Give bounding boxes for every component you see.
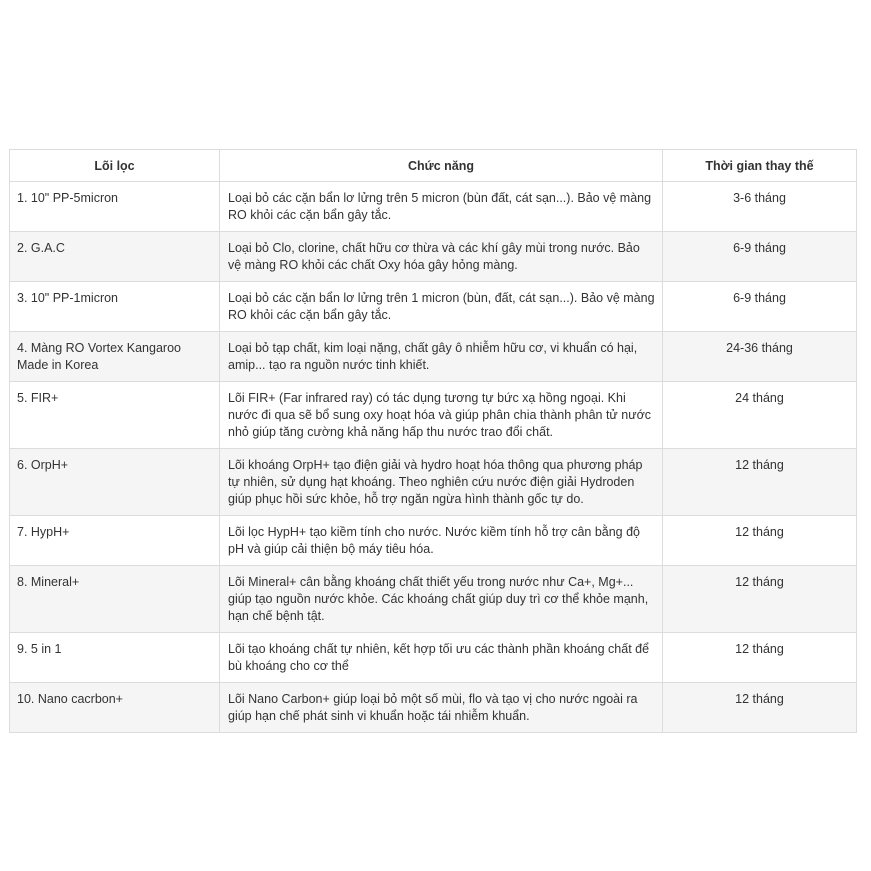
header-replace-time: Thời gian thay thế (663, 150, 857, 182)
filter-name-cell: 9. 5 in 1 (10, 633, 220, 683)
filter-function-cell: Lõi lọc HypH+ tạo kiềm tính cho nước. Nước kiềm tính hỗ trợ cân bằng độ pH và giúp cải thiện bộ máy tiêu hóa. (220, 516, 663, 566)
filter-function-cell: Lõi FIR+ (Far infrared ray) có tác dụng tương tự bức xạ hồng ngoại. Khi nước đi qua sẽ bổ sung oxy hoạt hóa và giúp phân chia thành phân tử nước nhỏ giúp tăng cường khả năng hấp thu nước trao đổi chất. (220, 382, 663, 449)
replace-time-cell: 6-9 tháng (663, 232, 857, 282)
filter-name-cell: 2. G.A.C (10, 232, 220, 282)
replace-time-cell: 6-9 tháng (663, 282, 857, 332)
table-row (10, 683, 857, 733)
replace-time-cell: 12 tháng (663, 516, 857, 566)
table-row (10, 449, 857, 516)
replace-time-cell: 24-36 tháng (663, 332, 857, 382)
replace-time-cell: 12 tháng (663, 449, 857, 516)
filter-name-cell: 3. 10" PP-1micron (10, 282, 220, 332)
table-row (10, 232, 857, 282)
table-row (10, 182, 857, 232)
table-body (10, 182, 857, 733)
filter-function-cell: Lõi Mineral+ cân bằng khoáng chất thiết yếu trong nước như Ca+, Mg+... giúp tạo nguồn nước khỏe. Các khoáng chất giúp duy trì cơ thể khỏe mạnh, hạn chế bệnh tật. (220, 566, 663, 633)
filter-name-cell: 1. 10" PP-5micron (10, 182, 220, 232)
filter-name-cell: 7. HypH+ (10, 516, 220, 566)
replace-time-cell: 12 tháng (663, 566, 857, 633)
filter-function-cell: Loại bỏ các cặn bẩn lơ lửng trên 1 micron (bùn, đất, cát sạn...). Bảo vệ màng RO khỏi các cặn bẩn gây tắc. (220, 282, 663, 332)
header-filter-core: Lõi lọc (10, 150, 220, 182)
table-row (10, 566, 857, 633)
replace-time-cell: 12 tháng (663, 683, 857, 733)
replace-time-cell: 12 tháng (663, 633, 857, 683)
table-header (10, 150, 857, 182)
table-row (10, 382, 857, 449)
filter-name-cell: 5. FIR+ (10, 382, 220, 449)
filter-function-cell: Loại bỏ Clo, clorine, chất hữu cơ thừa và các khí gây mùi trong nước. Bảo vệ màng RO khỏi các chất Oxy hóa gây hỏng màng. (220, 232, 663, 282)
replace-time-cell: 24 tháng (663, 382, 857, 449)
table-row (10, 332, 857, 382)
replace-time-cell: 3-6 tháng (663, 182, 857, 232)
filter-function-cell: Lõi Nano Carbon+ giúp loại bỏ một số mùi, flo và tạo vị cho nước ngoài ra giúp hạn chế phát sinh vi khuẩn hoặc tái nhiễm khuẩn. (220, 683, 663, 733)
filter-name-cell: 6. OrpH+ (10, 449, 220, 516)
filter-spec-table (9, 149, 857, 733)
header-row (10, 150, 857, 182)
filter-name-cell: 8. Mineral+ (10, 566, 220, 633)
filter-function-cell: Loại bỏ tạp chất, kim loại nặng, chất gây ô nhiễm hữu cơ, vi khuẩn có hại, amip... tạo ra nguồn nước tinh khiết. (220, 332, 663, 382)
filter-name-cell: 4. Màng RO Vortex Kangaroo Made in Korea (10, 332, 220, 382)
filter-function-cell: Loại bỏ các cặn bẩn lơ lửng trên 5 micron (bùn đất, cát sạn...). Bảo vệ màng RO khỏi các cặn bẩn gây tắc. (220, 182, 663, 232)
filter-function-cell: Lõi khoáng OrpH+ tạo điện giải và hydro hoạt hóa thông qua phương pháp tự nhiên, sử dụng hạt khoáng. Theo nghiên cứu nước điện giải Hydroden giúp phục hồi sức khỏe, hỗ trợ ngăn ngừa hình thành gốc tự do. (220, 449, 663, 516)
table-row (10, 633, 857, 683)
filter-name-cell: 10. Nano cacrbon+ (10, 683, 220, 733)
header-function: Chức năng (220, 150, 663, 182)
filter-function-cell: Lõi tạo khoáng chất tự nhiên, kết hợp tối ưu các thành phần khoáng chất để bù khoáng cho cơ thể (220, 633, 663, 683)
table-row (10, 516, 857, 566)
table-row (10, 282, 857, 332)
